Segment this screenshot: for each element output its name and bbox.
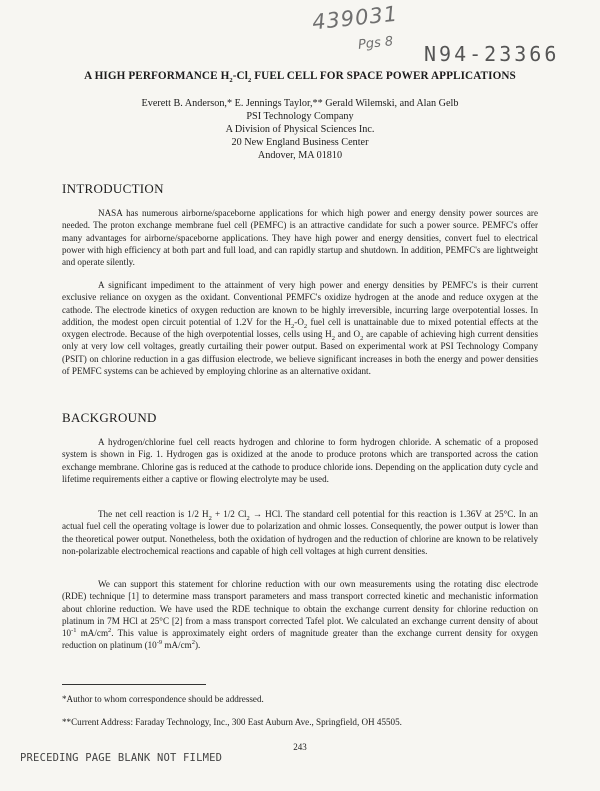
author-company: PSI Technology Company: [246, 111, 354, 122]
intro-paragraph-1: NASA has numerous airborne/spaceborne applications for which high power and energy density power sources are needed. The proton exchange membrane fuel cell (PEMFC) is an attractive candidate for such a power source. PEMFC's offer many advantages for airborne/spaceborne applications. They have high power and energy densities, convert fuel to electrical power with high efficiency at both part and full load, and can rapidly startup and shutdown. In addition, PEMFC's are lightweight and operate silently.: [62, 208, 538, 268]
background-paragraph-2: The net cell reaction is 1/2 $H_2 + 1/2$ $Cl_2$ → HCl. The standard cell potential for this reaction is 1.36V at 25°C. In an actual fuel cell the operating voltage is lower due to polarization and ohmic losses. Consequently, the power output is lower than the theoretical power output. Nonetheless, both the oxidation of hydrogen and the reduction of chlorine are known to be relatively non-polarizable electrochemical reactions and capable of high cell voltages at high current densities.: [62, 509, 538, 556]
author-division: A Division of Physical Sciences Inc.: [225, 124, 375, 135]
paper-title: A HIGH PERFORMANCE $H_2-Cl_2$ FUEL CELL FOR SPACE POWER APPLICATIONS: [84, 70, 516, 85]
handwritten-pages-note: Pgs 8: [357, 34, 394, 53]
author-block: [0, 97, 600, 162]
section-heading-introduction: INTRODUCTION: [62, 181, 164, 196]
intro-paragraph-2: A significant impediment to the attainment of very high power and energy densities by PEMFC's is their current exclusive reliance on oxygen as the oxidant. Conventional PEMFC's oxidize hydrogen at the anode and reduce oxygen at the cathode. The electrode kinetics of oxygen reduction are known to be highly irreversible, incurring large overpotential losses. In addition, the modest open circuit potential of 1.2V for the $H_2-O_2$ fuel cell is unattainable due to mixed potential effects at the oxygen electrode. Because of the high overpotential losses, cells using $H_2$ and $O_2$ are capable of achieving high current densities only at very low cell voltages, greatly curtailing their power output. Based on experimental work at PSI Technology Company (PSIT) on chlorine reduction in a gas diffusion electrode, we believe significant increases in both the energy and power densities of PEMFC systems can be achieved by employing chlorine as an alternative oxidant.: [62, 280, 538, 377]
footnote-1: *Author to whom correspondence should be addressed.: [62, 694, 264, 704]
footnote-divider: [62, 684, 206, 685]
handwritten-number: 439031: [310, 1, 400, 35]
footnote-2: **Current Address: Faraday Technology, Inc., 300 East Auburn Ave., Springfield, OH 45505.: [62, 717, 402, 727]
accession-stamp: N94-23366: [424, 42, 560, 66]
section-heading-background: BACKGROUND: [62, 410, 157, 425]
author-street: 20 New England Business Center: [231, 137, 369, 148]
background-paragraph-3: We can support this statement for chlorine reduction with our own measurements using the rotating disc electrode (RDE) technique [1] to determine mass transport parameters and mass transport corrected kinetic and mechanistic information about chlorine reduction. We have used the RDE technique to obtain the exchange current density for chlorine reduction on platinum in 7M HCl at 25°C [2] from a mass transport corrected Tafel plot. We calculated an exchange current density of about $10^{-1}$ $mA/cm^2$. This value is approximately eight orders of magnitude greater than the exchange current density for oxygen reduction on platinum ($10^{-9}$ $mA/cm^2$).: [62, 579, 538, 651]
author-names: Everett B. Anderson,* E. Jennings Taylor,** Gerald Wilemski, and Alan Gelb: [141, 98, 459, 109]
background-paragraph-1: A hydrogen/chlorine fuel cell reacts hydrogen and chlorine to form hydrogen chloride. A schematic of a proposed system is shown in Fig. 1. Hydrogen gas is oxidized at the anode to produce protons which are transported across the cation exchange membrane. Chlorine gas is reduced at the cathode to produce chloride ions. Depending on the application duty cycle and lifetime requirements either a captive or flowing electrolyte may be used.: [62, 437, 538, 484]
author-city: Andover, MA 01810: [257, 150, 343, 161]
page-number: 243: [293, 742, 307, 752]
preceding-page-stamp: PRECEDING PAGE BLANK NOT FILMED: [20, 752, 223, 764]
